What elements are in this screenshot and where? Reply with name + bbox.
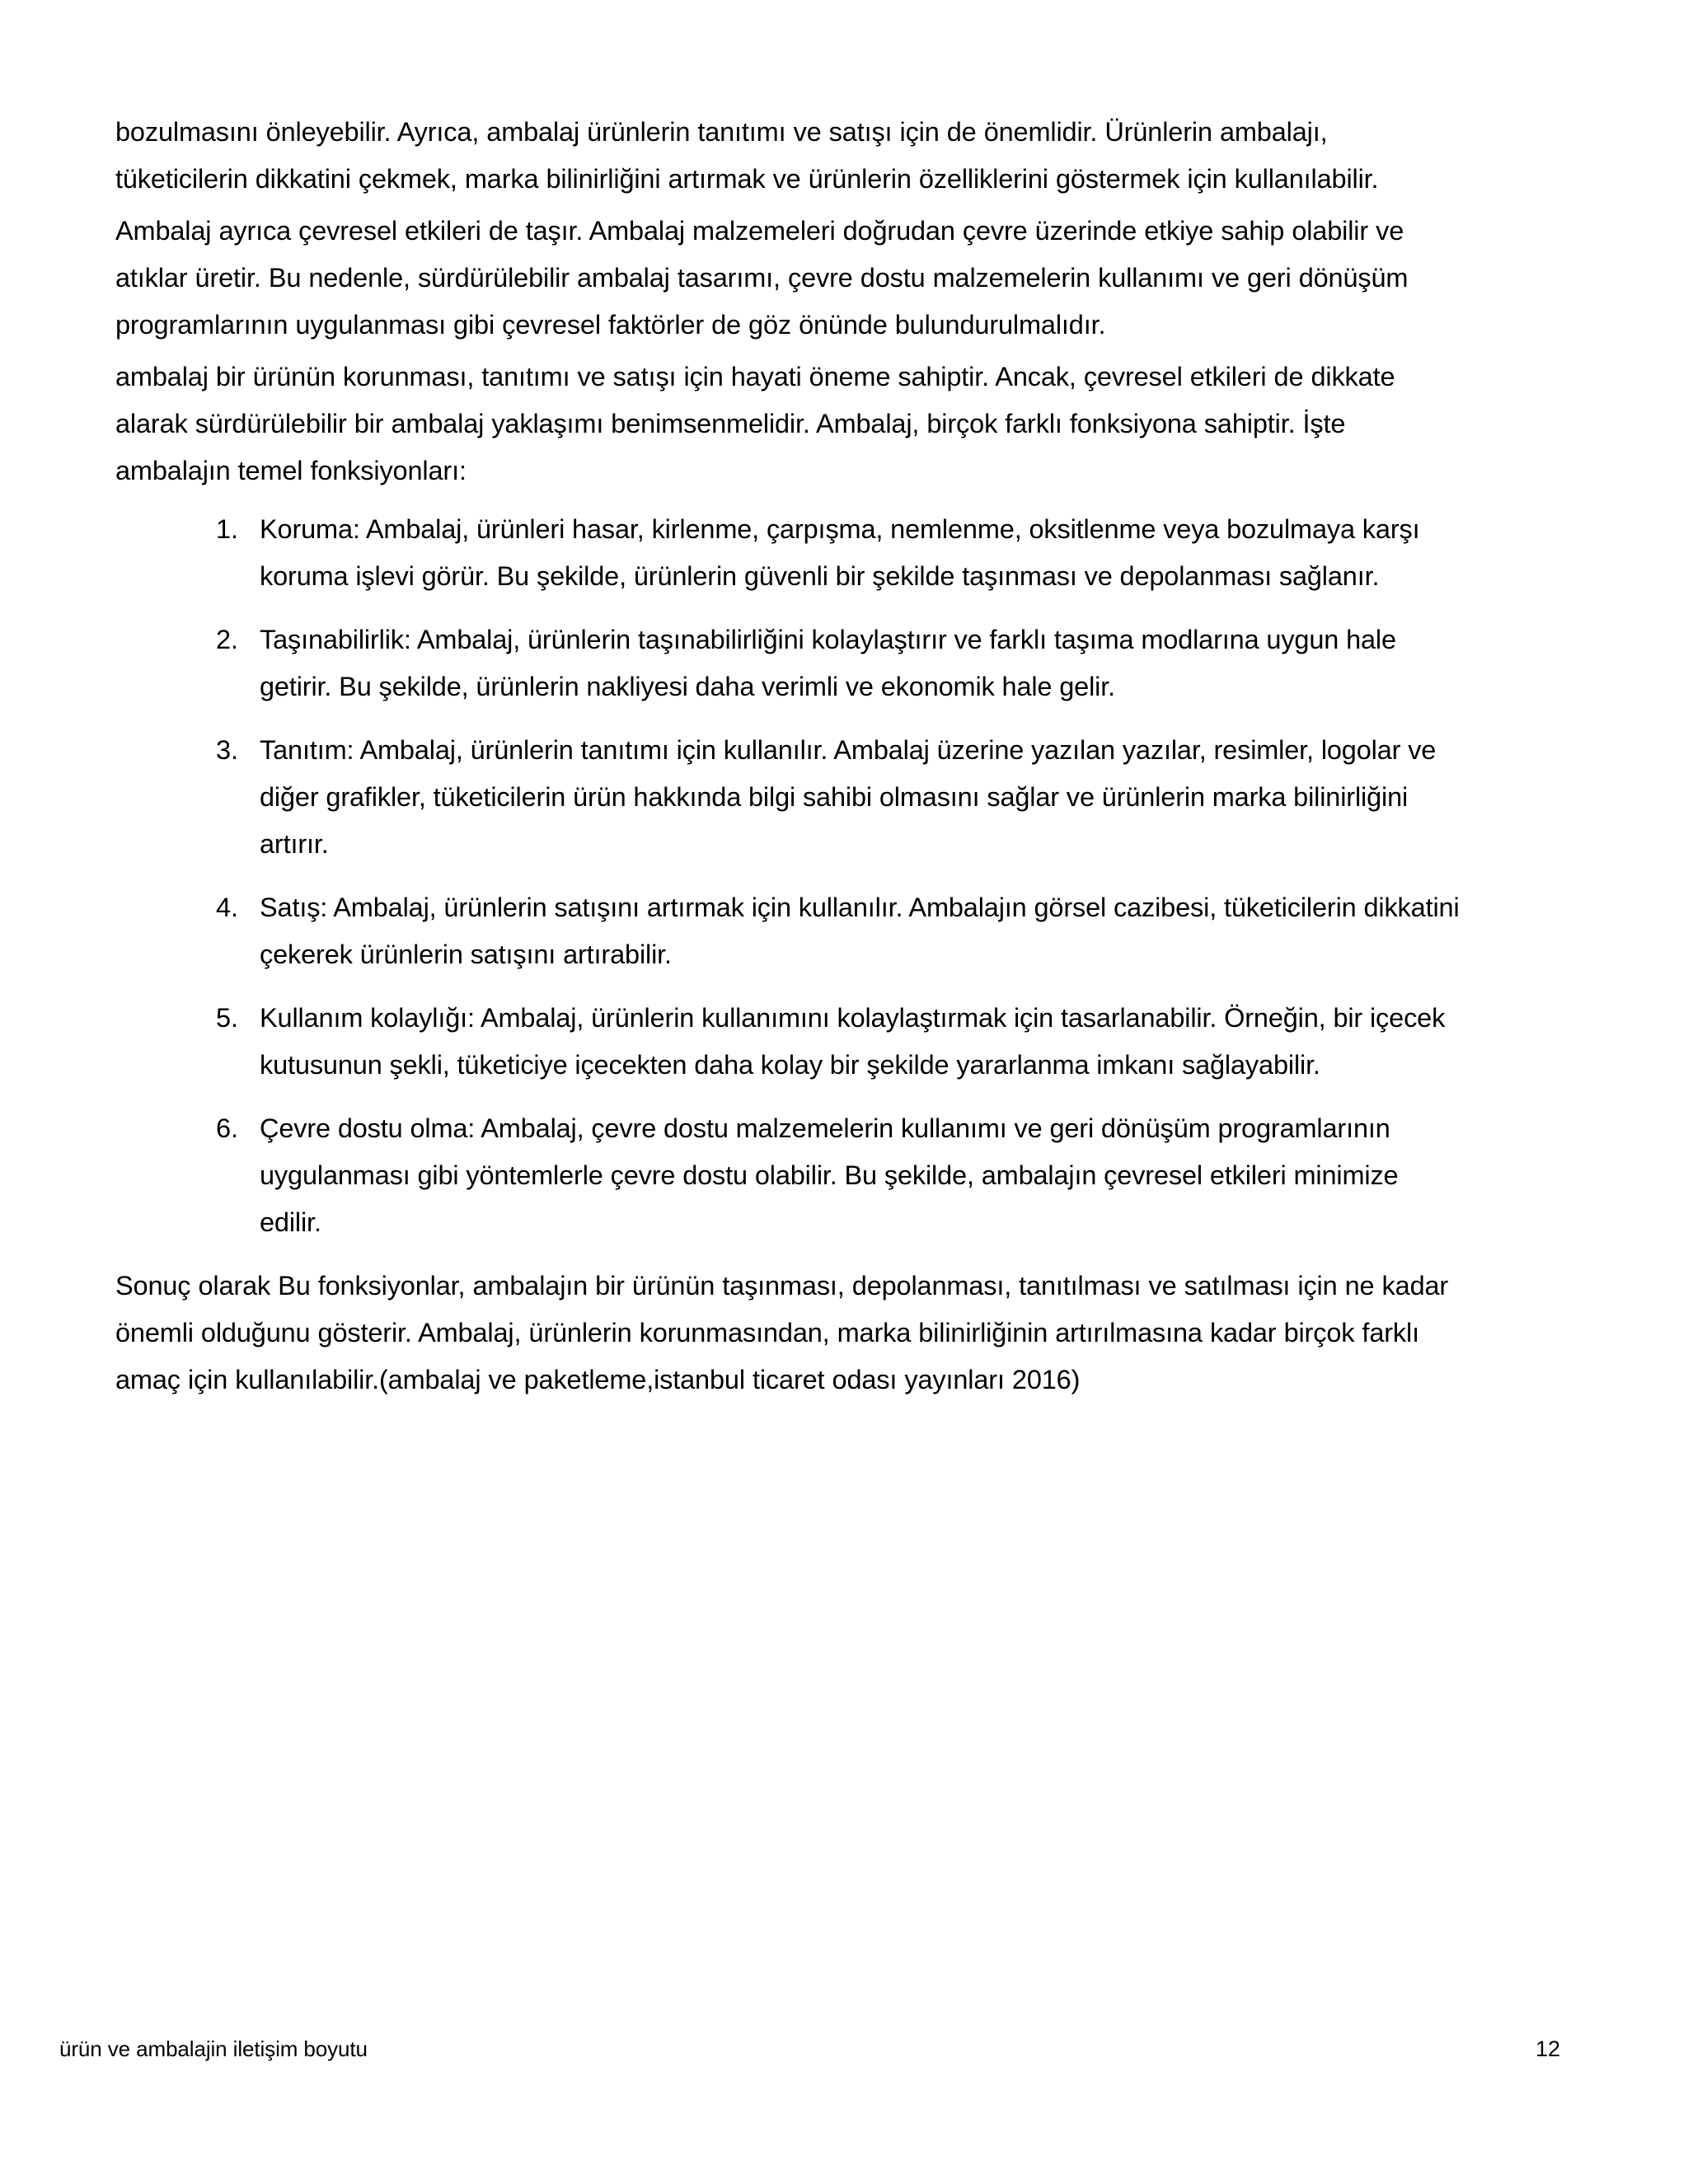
- page-number: 12: [1535, 2036, 1560, 2061]
- footer-document-title: ürün ve ambalajin iletişim boyutu: [59, 2036, 368, 2061]
- list-item: Çevre dostu olma: Ambalaj, çevre dostu malzemelerin kullanımı ve geri dönüşüm programlarının uygulanması gibi yöntemlerle çevre dostu olabilir. Bu şekilde, ambalajın çevresel etkileri minimize edilir.: [260, 1113, 1399, 1237]
- paragraph-intro: bozulmasını önleyebilir. Ayrıca, ambalaj ürünlerin tanıtımı ve satışı için de önemlidir. Ürünlerin ambalajı, tüketicilerin dikkatini çekmek, marka bilinirliğini artırmak ve ürünlerin özelliklerini göstermek için kullanılabilir.: [115, 117, 1379, 194]
- list-item: Taşınabilirlik: Ambalaj, ürünlerin taşınabilirliğini kolaylaştırır ve farklı taşıma modlarına uygun hale getirir. Bu şekilde, ürünlerin nakliyesi daha verimli ve ekonomik hale gelir.: [260, 625, 1396, 701]
- list-item: Kullanım kolaylığı: Ambalaj, ürünlerin kullanımını kolaylaştırmak için tasarlanabilir. Örneğin, bir içecek kutusunun şekli, tüketiciye içecekten daha kolay bir şekilde yararlanma imkanı sağlayabilir.: [260, 1003, 1446, 1080]
- list-item: Satış: Ambalaj, ürünlerin satışını artırmak için kullanılır. Ambalajın görsel cazibesi, tüketicilerin dikkatini çekerek ürünlerin satışını artırabilir.: [260, 893, 1460, 969]
- document-body: [115, 109, 1467, 1408]
- page-footer: [0, 2032, 1688, 2082]
- list-item: Tanıtım: Ambalaj, ürünlerin tanıtımı için kullanılır. Ambalaj üzerine yazılan yazılar, resimler, logolar ve diğer grafikler, tüketicilerin ürün hakkında bilgi sahibi olmasını sağlar ve ürünlerin marka bilinirliğini artırır.: [260, 735, 1437, 859]
- paragraph-conclusion: Sonuç olarak Bu fonksiyonlar, ambalajın bir ürünün taşınması, depolanması, tanıtılması ve satılması için ne kadar önemli olduğunu gösterir. Ambalaj, ürünlerin korunmasından, marka bilinirliğinin artırılmasına kadar birçok farklı amaç için kullanılabilir.(ambalaj ve paketleme,istanbul ticaret odası yayınları 2016): [115, 1271, 1449, 1394]
- list-item: Koruma: Ambalaj, ürünleri hasar, kirlenme, çarpışma, nemlenme, oksitlenme veya bozulmaya karşı koruma işlevi görür. Bu şekilde, ürünlerin güvenli bir şekilde taşınması ve depolanması sağlanır.: [260, 514, 1420, 591]
- paragraph-environmental-effects: Ambalaj ayrıca çevresel etkileri de taşır. Ambalaj malzemeleri doğrudan çevre üzerinde etkiye sahip olabilir ve atıklar üretir. Bu nedenle, sürdürülebilir ambalaj tasarımı, çevre dostu malzemelerin kullanımı ve geri dönüşüm programlarının uygulanması gibi çevresel faktörler de göz önünde bulundurulmalıdır.: [115, 216, 1409, 340]
- packaging-functions-list: [115, 506, 1467, 1246]
- paragraph-functions-intro: ambalaj bir ürünün korunması, tanıtımı ve satışı için hayati öneme sahiptir. Ancak, çevresel etkileri de dikkate alarak sürdürülebilir bir ambalaj yaklaşımı benimsenmelidir. Ambalaj, birçok farklı fonksiyona sahiptir. İşte ambalajın temel fonksiyonları:: [115, 362, 1395, 485]
